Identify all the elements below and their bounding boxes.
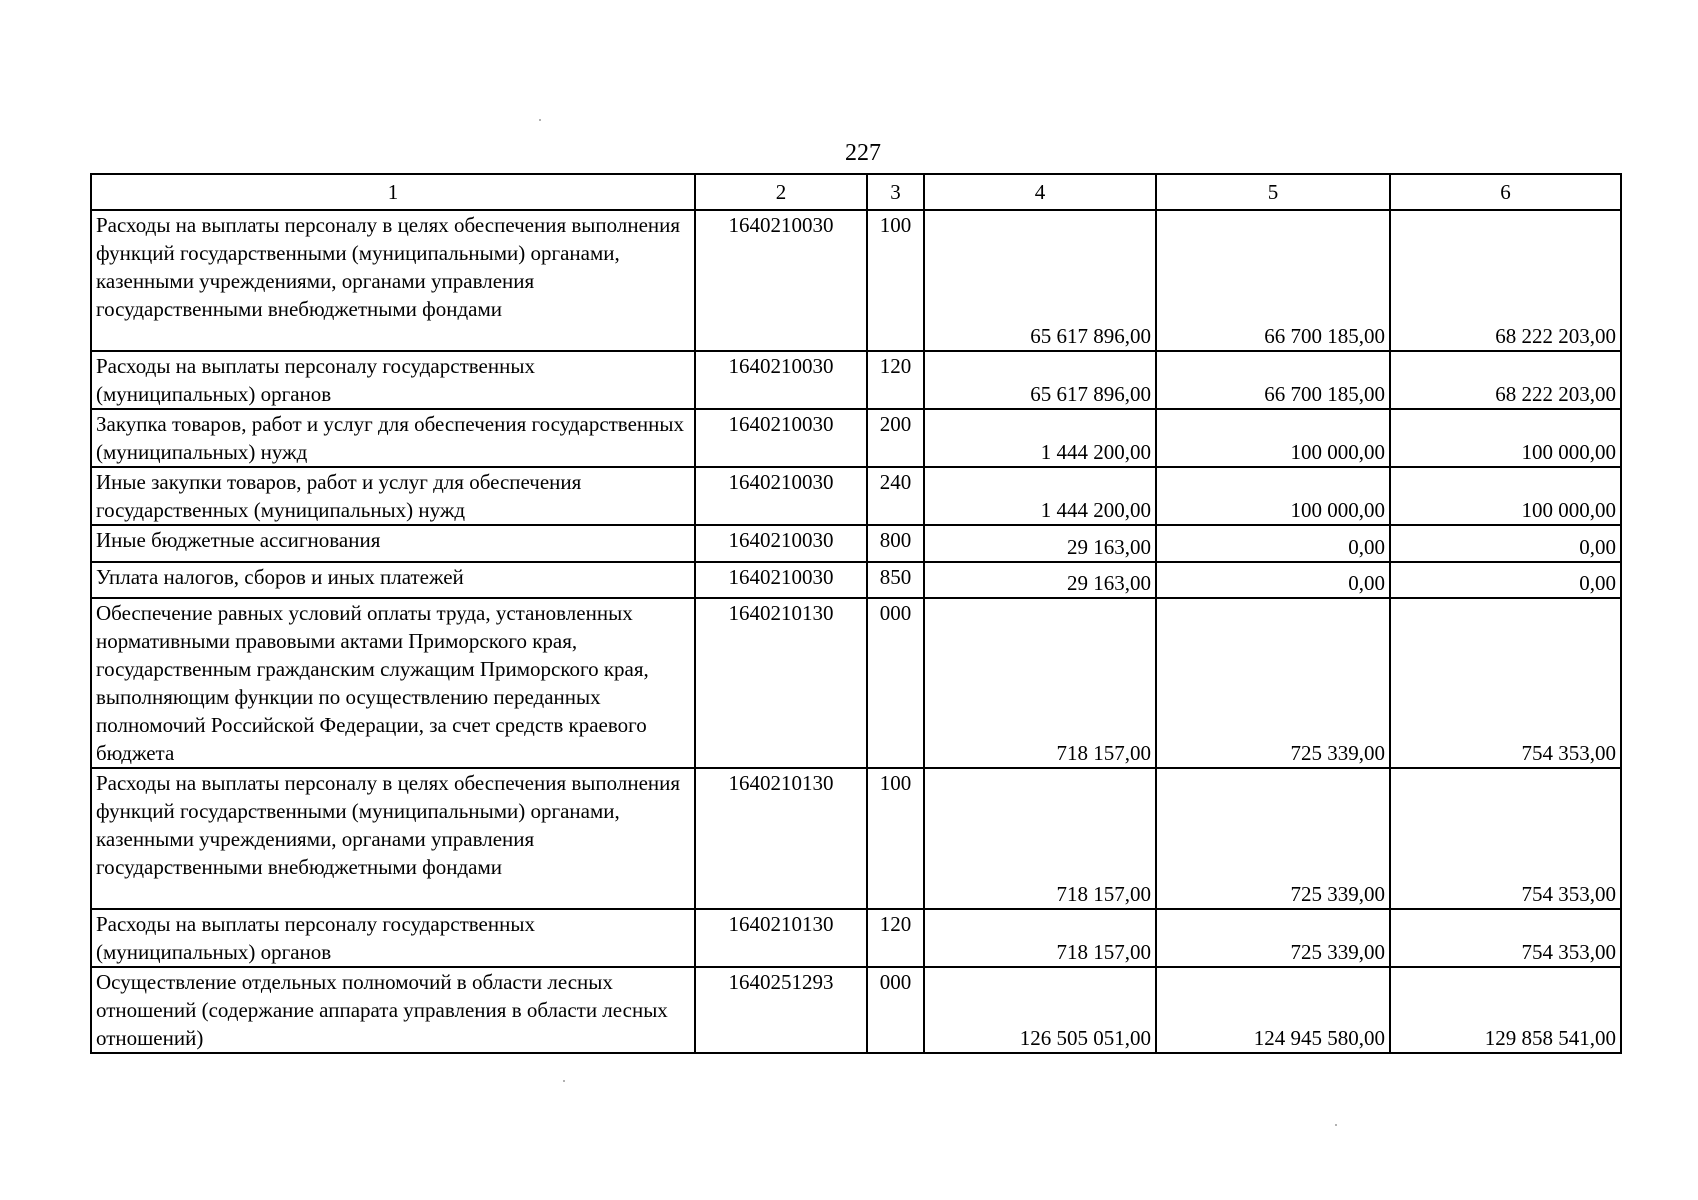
scan-speck	[1335, 1124, 1337, 1126]
row-type: 120	[867, 351, 924, 409]
row-name: Обеспечение равных условий оплаты труда, установленных нормативными правовыми актами Приморского края, государственным гражданским служащим Приморского края, выполняющим функции по осуществлению переданных полномочий Российской Федерации, за счет средств краевого бюджета	[91, 598, 695, 768]
column-header: 2	[695, 174, 867, 210]
row-code: 1640210030	[695, 525, 867, 562]
row-name: Расходы на выплаты персоналу государственных (муниципальных) органов	[91, 909, 695, 967]
table-row	[91, 409, 1621, 467]
row-name: Иные бюджетные ассигнования	[91, 525, 695, 562]
row-code: 1640210030	[695, 467, 867, 525]
row-type: 120	[867, 909, 924, 967]
row-code: 1640210130	[695, 598, 867, 768]
amount-col-4: 1 444 200,00	[924, 409, 1156, 467]
row-type: 000	[867, 967, 924, 1053]
row-name: Расходы на выплаты персоналу в целях обеспечения выполнения функций государственными (муниципальными) органами, казенными учреждениями, органами управления государственными внебюджетными фондами	[91, 210, 695, 351]
amount-col-5: 100 000,00	[1156, 467, 1390, 525]
column-header: 4	[924, 174, 1156, 210]
amount-col-4: 1 444 200,00	[924, 467, 1156, 525]
amount-col-6: 754 353,00	[1390, 909, 1621, 967]
amount-col-5: 66 700 185,00	[1156, 210, 1390, 351]
amount-col-4: 65 617 896,00	[924, 210, 1156, 351]
amount-col-5: 725 339,00	[1156, 768, 1390, 909]
amount-col-5: 0,00	[1156, 562, 1390, 598]
column-header: 3	[867, 174, 924, 210]
row-code: 1640210030	[695, 562, 867, 598]
amount-col-4: 65 617 896,00	[924, 351, 1156, 409]
row-name: Расходы на выплаты персоналу государственных (муниципальных) органов	[91, 351, 695, 409]
row-type: 850	[867, 562, 924, 598]
row-name: Уплата налогов, сборов и иных платежей	[91, 562, 695, 598]
row-code: 1640210030	[695, 409, 867, 467]
row-name: Иные закупки товаров, работ и услуг для обеспечения государственных (муниципальных) нужд	[91, 467, 695, 525]
amount-col-4: 29 163,00	[924, 562, 1156, 598]
amount-col-4: 718 157,00	[924, 768, 1156, 909]
amount-col-5: 725 339,00	[1156, 598, 1390, 768]
amount-col-5: 725 339,00	[1156, 909, 1390, 967]
row-name: Закупка товаров, работ и услуг для обеспечения государственных (муниципальных) нужд	[91, 409, 695, 467]
table-row	[91, 967, 1621, 1053]
row-type: 240	[867, 467, 924, 525]
row-code: 1640210030	[695, 351, 867, 409]
amount-col-6: 100 000,00	[1390, 409, 1621, 467]
scan-speck	[563, 1080, 565, 1082]
row-code: 1640210130	[695, 909, 867, 967]
amount-col-6: 754 353,00	[1390, 768, 1621, 909]
amount-col-4: 29 163,00	[924, 525, 1156, 562]
row-type: 100	[867, 768, 924, 909]
table-row	[91, 351, 1621, 409]
amount-col-6: 0,00	[1390, 525, 1621, 562]
amount-col-6: 0,00	[1390, 562, 1621, 598]
amount-col-6: 754 353,00	[1390, 598, 1621, 768]
amount-col-6: 68 222 203,00	[1390, 210, 1621, 351]
row-code: 1640210130	[695, 768, 867, 909]
amount-col-4: 718 157,00	[924, 909, 1156, 967]
row-code: 1640210030	[695, 210, 867, 351]
amount-col-4: 718 157,00	[924, 598, 1156, 768]
amount-col-5: 124 945 580,00	[1156, 967, 1390, 1053]
amount-col-4: 126 505 051,00	[924, 967, 1156, 1053]
table-row	[91, 525, 1621, 562]
row-name: Осуществление отдельных полномочий в области лесных отношений (содержание аппарата управления в области лесных отношений)	[91, 967, 695, 1053]
table-row	[91, 467, 1621, 525]
amount-col-5: 0,00	[1156, 525, 1390, 562]
table-row	[91, 562, 1621, 598]
budget-table	[90, 173, 1622, 1054]
row-type: 000	[867, 598, 924, 768]
amount-col-5: 100 000,00	[1156, 409, 1390, 467]
row-type: 200	[867, 409, 924, 467]
amount-col-6: 68 222 203,00	[1390, 351, 1621, 409]
table-row	[91, 909, 1621, 967]
amount-col-6: 129 858 541,00	[1390, 967, 1621, 1053]
amount-col-6: 100 000,00	[1390, 467, 1621, 525]
row-code: 1640251293	[695, 967, 867, 1053]
row-name: Расходы на выплаты персоналу в целях обеспечения выполнения функций государственными (муниципальными) органами, казенными учреждениями, органами управления государственными внебюджетными фондами	[91, 768, 695, 909]
scan-speck	[539, 119, 541, 121]
row-type: 800	[867, 525, 924, 562]
page-number: 227	[845, 140, 881, 166]
row-type: 100	[867, 210, 924, 351]
header-row	[91, 174, 1621, 210]
table-row	[91, 768, 1621, 909]
amount-col-5: 66 700 185,00	[1156, 351, 1390, 409]
column-header: 1	[91, 174, 695, 210]
table-row	[91, 598, 1621, 768]
column-header: 6	[1390, 174, 1621, 210]
column-header: 5	[1156, 174, 1390, 210]
table-row	[91, 210, 1621, 351]
